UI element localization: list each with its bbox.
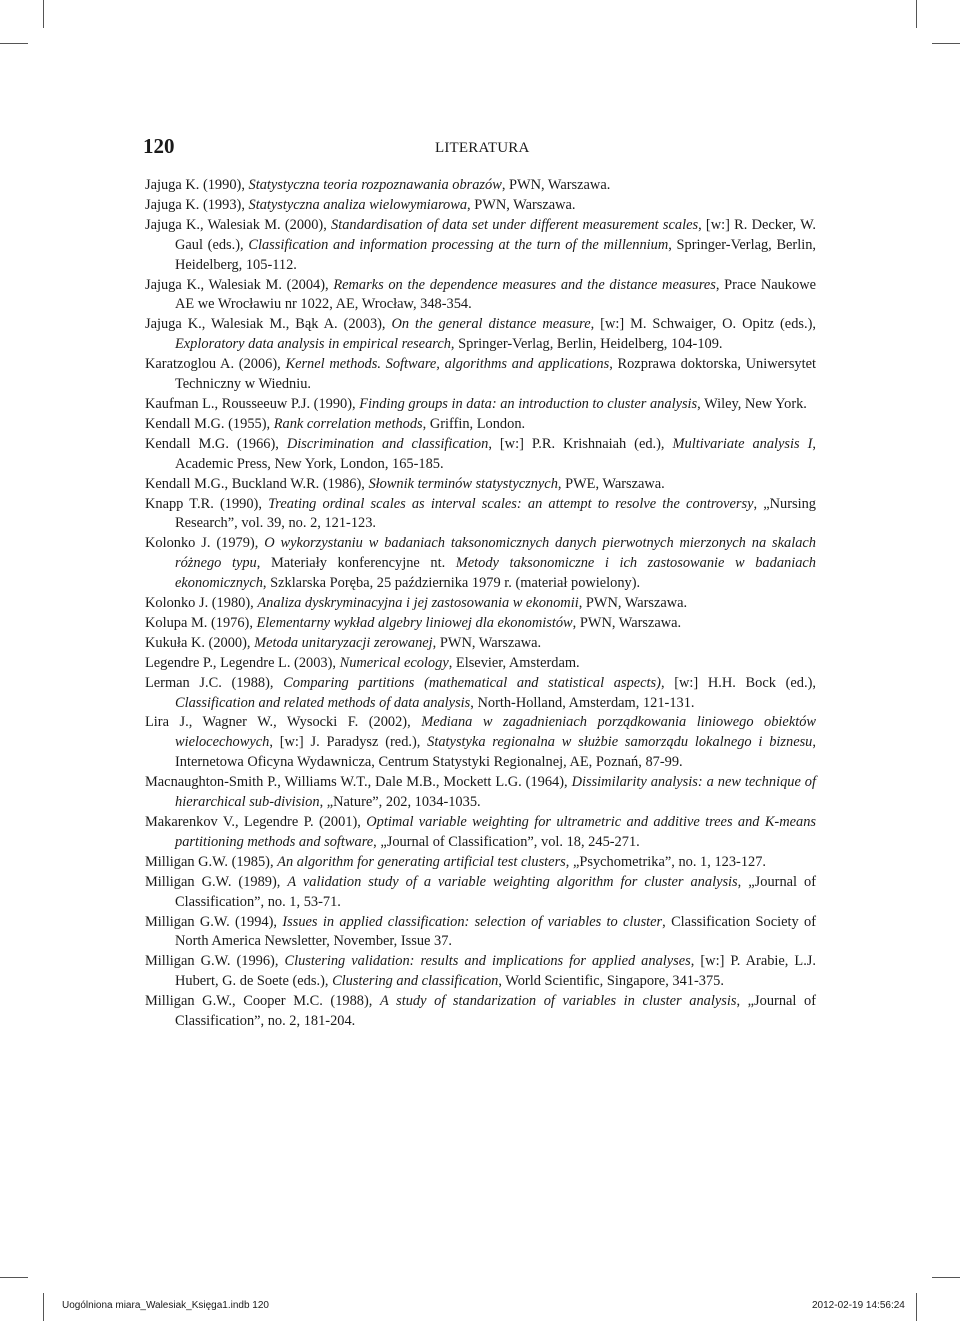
reference-text: , Wiley, New York.: [697, 395, 807, 412]
reference-text: Milligan G.W. (1985),: [145, 853, 278, 870]
reference-text: , „Psychometrika”, no. 1, 123-127.: [565, 853, 767, 870]
reference-title: Treating ordinal scales as interval scales: an attempt to resolve the controversy: [268, 495, 754, 512]
reference-entry: [145, 475, 816, 495]
print-timestamp: 2012-02-19 14:56:24: [812, 1300, 905, 1311]
file-info: Uogólniona miara_Walesiak_Księga1.indb 120: [62, 1300, 269, 1311]
reference-title: On the general distance measure: [391, 316, 591, 333]
reference-text: Kendall M.G. (1966),: [145, 435, 287, 452]
reference-title: Clustering and classification: [332, 973, 499, 990]
reference-text: , „Nursing Research”, vol. 39, no. 2, 121-123.: [175, 495, 816, 532]
reference-entry: [145, 773, 816, 813]
reference-entry: [145, 196, 816, 216]
reference-text: , Internetowa Oficyna Wydawnicza, Centrum Statystyki Regionalnej, AE, Poznań, 87-99.: [175, 734, 816, 771]
reference-text: Legendre P., Legendre L. (2003),: [145, 654, 340, 671]
reference-text: Jajuga K., Walesiak M. (2000),: [145, 216, 332, 233]
reference-text: , „Journal of Classification”, vol. 18, 245-271.: [373, 833, 640, 850]
reference-text: Kendall M.G. (1955),: [145, 415, 274, 432]
reference-text: , Griffin, London.: [422, 415, 526, 432]
reference-text: Kolonko J. (1979),: [145, 535, 265, 552]
reference-entry: [145, 713, 816, 773]
reference-text: , [w:] P.R. Krishnaiah (ed.),: [488, 435, 673, 452]
reference-title: Finding groups in data: an introduction to cluster analysis: [359, 395, 698, 412]
crop-mark: [43, 0, 44, 28]
reference-text: Kukuła K. (2000),: [145, 634, 255, 651]
reference-text: Macnaughton-Smith P., Williams W.T., Dale M.B., Mockett L.G. (1964),: [145, 774, 572, 791]
reference-title: A study of standarization of variables in cluster analysis: [380, 993, 737, 1010]
reference-title: Standardisation of data set under different measurement scales: [331, 216, 699, 233]
crop-mark: [0, 43, 28, 44]
reference-text: , [w:] M. Schwaiger, O. Opitz (eds.),: [590, 316, 816, 333]
reference-entry: [145, 654, 816, 674]
reference-list: [145, 176, 816, 1032]
reference-title: Słownik terminów statystycznych: [368, 475, 558, 492]
reference-title: O wykorzystaniu w badaniach taksonomicznych danych pierwotnych mierzonych na skalach różnego typu: [175, 535, 816, 572]
reference-text: , [w:] R. Decker, W. Gaul (eds.),: [175, 216, 816, 253]
reference-text: Kolonko J. (1980),: [145, 595, 258, 612]
reference-text: , Prace Naukowe AE we Wrocławiu nr 1022, AE, Wrocław, 348-354.: [175, 276, 816, 313]
reference-text: , Academic Press, New York, London, 165-185.: [175, 435, 816, 472]
reference-title: Kernel methods. Software, algorithms and applications: [285, 356, 610, 373]
reference-entry: [145, 674, 816, 714]
reference-entry: [145, 395, 816, 415]
reference-entry: [145, 435, 816, 475]
page-number: 120: [143, 134, 175, 158]
reference-text: Milligan G.W. (1996),: [145, 953, 285, 970]
reference-text: Knapp T.R. (1990),: [145, 495, 269, 512]
reference-title: Remarks on the dependence measures and the distance measures: [333, 276, 716, 293]
crop-mark: [916, 1293, 917, 1321]
reference-text: , Springer-Verlag, Berlin, Heidelberg, 104-109.: [450, 336, 723, 353]
reference-text: Lerman J.C. (1988),: [145, 674, 284, 691]
reference-text: , „Nature”, 202, 1034-1035.: [319, 794, 481, 811]
reference-text: Kendall M.G., Buckland W.R. (1986),: [145, 475, 369, 492]
reference-text: , [w:] P. Arabie, L.J. Hubert, G. de Soete (eds.),: [175, 953, 817, 990]
reference-title: Multivariate analysis I: [672, 435, 813, 452]
reference-title: Dissimilarity analysis: a new technique of hierarchical sub-division: [175, 774, 816, 811]
reference-text: , [w:] J. Paradysz (red.),: [269, 734, 428, 751]
reference-text: Jajuga K., Walesiak M. (2004),: [145, 276, 334, 293]
reference-text: Kaufman L., Rousseeuw P.J. (1990),: [145, 395, 360, 412]
reference-text: Karatzoglou A. (2006),: [145, 356, 286, 373]
reference-title: Statystyczna teoria rozpoznawania obrazów: [248, 177, 502, 193]
reference-entry: [145, 952, 816, 992]
reference-entry: [145, 315, 816, 355]
crop-mark: [43, 1293, 44, 1321]
reference-text: , Classification Society of North America Newsletter, November, Issue 37.: [175, 913, 816, 950]
reference-text: Jajuga K. (1990),: [145, 177, 249, 193]
reference-text: , PWN, Warszawa.: [432, 634, 542, 651]
reference-title: An algorithm for generating artificial test clusters: [277, 853, 566, 870]
reference-title: Clustering validation: results and implications for applied analyses: [284, 953, 691, 970]
reference-text: , Szklarska Poręba, 25 października 1979 r. (materiał powielony).: [262, 575, 641, 592]
reference-title: Issues in applied classification: selection of variables to cluster: [282, 913, 663, 930]
reference-entry: [145, 216, 816, 276]
reference-text: Jajuga K. (1993),: [145, 196, 249, 213]
reference-text: , Materiały konferencyjne nt.: [256, 555, 456, 572]
reference-title: Statystyczna analiza wielowymiarowa: [248, 196, 468, 213]
reference-entry: [145, 634, 816, 654]
crop-mark: [916, 0, 917, 28]
reference-title: Optimal variable weighting for ultrametric and additive trees and K-means partitioning methods and software: [175, 814, 816, 850]
reference-text: , Elsevier, Amsterdam.: [448, 654, 580, 671]
reference-title: Statystyka regionalna w służbie samorządu lokalnego i biznesu: [427, 734, 813, 751]
crop-mark: [932, 43, 960, 44]
reference-title: Numerical ecology: [339, 654, 449, 671]
reference-title: Elementarny wykład algebry liniowej dla ekonomistów: [256, 614, 573, 631]
reference-text: Milligan G.W. (1989),: [145, 873, 288, 890]
reference-text: , Springer-Verlag, Berlin, Heidelberg, 105-112.: [175, 236, 817, 273]
reference-entry: [145, 992, 816, 1032]
reference-entry: [145, 415, 816, 435]
reference-text: , „Journal of Classification”, no. 1, 53-71.: [175, 873, 817, 910]
reference-title: Mediana w zagadnieniach porządkowania liniowego obiektów wielocechowych: [175, 714, 816, 751]
reference-entry: [145, 813, 816, 853]
reference-text: Makarenkov V., Legendre P. (2001),: [145, 814, 367, 830]
reference-text: , „Journal of Classification”, no. 2, 181-204.: [175, 993, 816, 1030]
reference-title: Analiza dyskryminacyjna i jej zastosowania w ekonomii: [257, 595, 579, 612]
reference-title: Comparing partitions (mathematical and statistical aspects): [283, 674, 661, 691]
reference-title: Exploratory data analysis in empirical research: [175, 336, 451, 353]
running-title: LITERATURA: [435, 140, 530, 156]
reference-text: Jajuga K., Walesiak M., Bąk A. (2003),: [145, 316, 392, 333]
reference-text: , North-Holland, Amsterdam, 121-131.: [470, 694, 695, 711]
reference-entry: [145, 873, 816, 913]
reference-entry: [145, 176, 816, 196]
reference-title: Rank correlation methods: [273, 415, 423, 432]
reference-title: Discrimination and classification: [286, 435, 489, 452]
reference-entry: [145, 913, 816, 953]
reference-title: Classification and related methods of data analysis: [175, 694, 471, 711]
reference-entry: [145, 355, 816, 395]
reference-text: , [w:] H.H. Bock (ed.),: [660, 674, 816, 691]
reference-text: , PWE, Warszawa.: [557, 475, 665, 492]
reference-entry: [145, 614, 816, 634]
reference-entry: [145, 495, 816, 535]
reference-text: , PWN, Warszawa.: [572, 614, 682, 631]
reference-title: Classification and information processing at the turn of the millennium: [248, 236, 669, 253]
reference-text: Milligan G.W., Cooper M.C. (1988),: [145, 993, 380, 1010]
crop-mark: [932, 1277, 960, 1278]
reference-title: Metody taksonomiczne i ich zastosowanie w badaniach ekonomicznych: [175, 555, 816, 592]
reference-text: , PWN, Warszawa.: [578, 595, 688, 612]
reference-entry: [145, 534, 816, 594]
reference-entry: [145, 853, 816, 873]
reference-text: Milligan G.W. (1994),: [145, 913, 283, 930]
reference-text: Kolupa M. (1976),: [145, 614, 257, 631]
reference-text: , Rozprawa doktorska, Uniwersytet Techniczny w Wiedniu.: [175, 356, 816, 393]
reference-text: Lira J., Wagner W., Wysocki F. (2002),: [145, 714, 422, 731]
reference-entry: [145, 594, 816, 614]
reference-entry: [145, 276, 816, 316]
crop-mark: [0, 1277, 28, 1278]
reference-title: A validation study of a variable weighting algorithm for cluster analysis: [287, 873, 738, 890]
reference-text: , PWN, Warszawa.: [501, 177, 611, 193]
reference-text: , World Scientific, Singapore, 341-375.: [498, 973, 724, 990]
reference-text: , PWN, Warszawa.: [467, 196, 576, 213]
reference-title: Metoda unitaryzacji zerowanej: [254, 634, 433, 651]
